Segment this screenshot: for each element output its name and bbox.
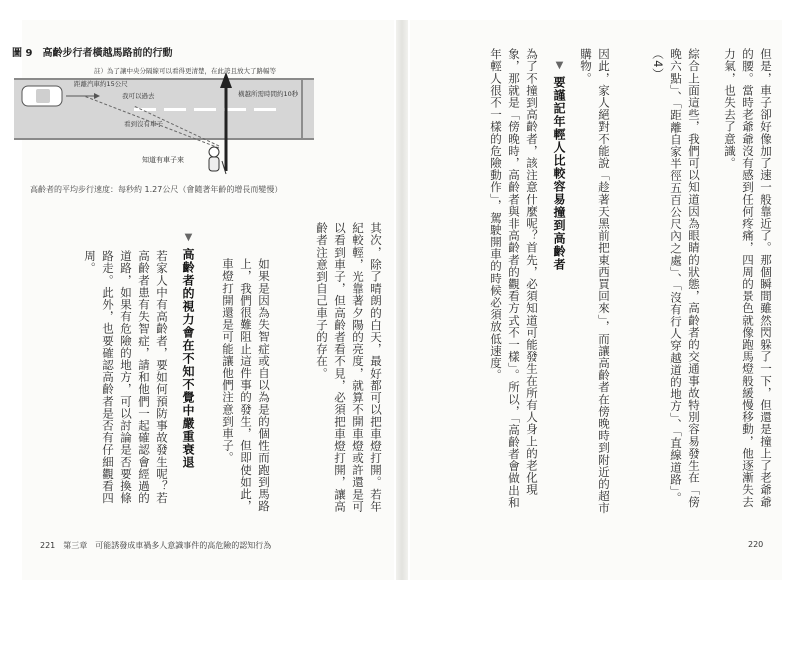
left-section-heading: ▼高齡者的視力會在不知不覺中嚴重衰退 [181, 232, 195, 469]
left-body-text-2: 如果是因為失智症或自以為是的個性而跑到馬路上，我們很難阻止這件事的發生，但即使如此，車燈打開還是可能讓他們注意到車子。 [221, 258, 271, 513]
left-body-text-1: 其次，除了晴朗的白天，最好都可以把車燈打開。若年紀較輕，光靠著夕陽的亮度，就算不開車燈或許還是可以看到車子，但高齡者看不見，必須把車燈打開，讓高齡者注意到自己車子的存在。 [315, 222, 383, 513]
elderly-walker-icon [209, 147, 226, 174]
figure-illustration [14, 66, 314, 176]
left-body-text-3: 若家人中有高齡者，要如何預防事故發生呢？若高齡者患有失智症，請和他們一起確認會經過的道路，如果有危險的地方，可以討論是否要換條路走。此外，也要確認高齡者是否有仔細觀看四周。 [83, 250, 169, 505]
svg-text:距離汽車約15公尺: 距離汽車約15公尺 [74, 80, 128, 88]
right-page-number: 220 [748, 540, 764, 549]
right-body-text-3: 因此，家人絕對不能說「趁著天黑前把東西買回來」，而讓高齡者在傍晚時到附近的超市購物。 [579, 48, 611, 515]
car-icon [22, 86, 62, 106]
book-spine [396, 20, 408, 580]
road-edge-bottom [14, 138, 314, 140]
lane-dashes [134, 108, 276, 111]
right-body-text-2: 綜合上面這些，我們可以知道因為眼睛的狀態，高齡者的交通事故特別容易發生在「傍晚六點」、「距離自家半徑五百公尺內之處」、「沒有行人穿越道的地方」、「直線道路」。（4） [651, 48, 701, 508]
road-edge-top [14, 78, 314, 80]
road-diagram [14, 66, 314, 176]
svg-text:註）為了讓中央分隔線可以看得更清楚，在此誇且放大了路幅等: 註）為了讓中央分隔線可以看得更清楚，在此誇且放大了路幅等 [94, 67, 276, 75]
right-section-heading: ▼要謹記年輕人比較容易撞到高齡者 [552, 60, 566, 271]
heading-marker-icon: ▼ [183, 232, 194, 244]
heading-marker-icon: ▼ [554, 60, 565, 72]
figure-caption: 高齡者的平均步行速度：每秒約 1.27公尺（會隨著年齡的增長而變慢） [30, 185, 283, 194]
right-body-text-4: 為了不撞到高齡者，該注意什麼呢？首先，必須知道可能發生在所有人身上的老化現象，那就是「傍晚時，高齡者與非高齡者的觀看方式不一樣」。所以，「高齡者會做出和年輕人很不一樣的危險動作」，駕駛開車的時候必須放低速度。 [489, 48, 539, 509]
figure-title: 圖 9 高齡步行者橫越馬路前的行動 [12, 48, 173, 59]
svg-text:看到沒有車子: 看到沒有車子 [124, 120, 163, 128]
svg-text:橫越所需時間約10秒: 橫越所需時間約10秒 [238, 90, 299, 98]
right-body-text-1: 但是，車子卻好像加了速一般靠近了。那個瞬間雖然閃躲了一下，但還是撞上了老爺爺的腰。當時老爺爺沒有感到任何疼痛，四周的景色就像跑馬燈般緩慢移動，他逐漸失去力氣，也失去了意識。 [723, 48, 773, 508]
svg-text:我可以過去: 我可以過去 [122, 92, 155, 100]
svg-text:知道有車子來: 知道有車子來 [142, 156, 184, 164]
left-page-footer: 221 第三章 可能誘發成車禍多人意識事件的高危險的認知行為 [40, 541, 272, 550]
